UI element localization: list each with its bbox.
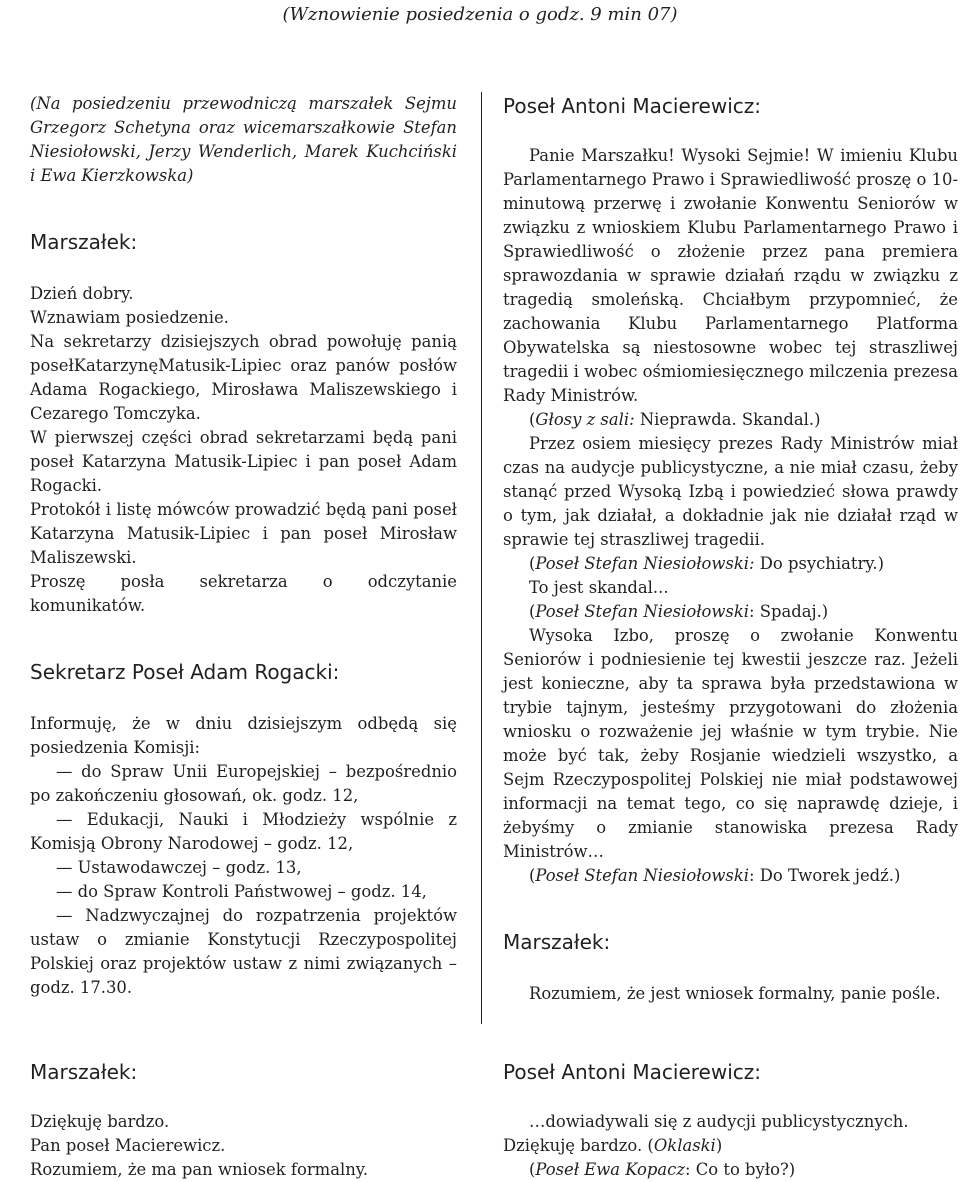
interjection-label: Poseł Stefan Niesiołowski xyxy=(535,602,749,621)
left-column xyxy=(30,92,457,1000)
paragraph: To jest skandal... xyxy=(529,578,669,597)
interjection: (Poseł Stefan Niesiołowski: Do Tworek jedź.) xyxy=(529,866,901,885)
paragraph: Przez osiem miesięcy prezes Rady Ministrów miał czas na audycje publicystyczne, a nie miał czasu, żeby stanąć przed Wysoką Izbą i powiedzieć słowa prawdy o tym, jak działał, a dokładnie jak nie działał rząd w sprawie tej straszliwej tragedii. xyxy=(503,434,958,549)
interjection-text: : Do Tworek jedź.) xyxy=(749,866,901,885)
paragraph: Protokół i listę mówców prowadzić będą pani poseł Katarzyna Matusik-Lipiec i pan poseł Mirosław Maliszewski. xyxy=(30,500,457,567)
committee-item: — do Spraw Unii Europejskiej – bezpośrednio po zakończeniu głosowań, ok. godz. 12, xyxy=(30,762,457,805)
speaker-marszalek: Marszałek: xyxy=(30,230,138,254)
speaker-macierewicz: Poseł Antoni Macierewicz: xyxy=(503,94,761,118)
interjection-label: Poseł Stefan Niesiołowski: xyxy=(535,554,755,573)
interjection: (Poseł Stefan Niesiołowski: Spadaj.) xyxy=(529,602,829,621)
speaker-macierewicz: Poseł Antoni Macierewicz: xyxy=(503,1060,761,1084)
text: ) xyxy=(715,1136,723,1155)
right-column xyxy=(503,94,958,1006)
bottom-right-block xyxy=(503,1060,958,1182)
paragraph xyxy=(503,1134,958,1158)
committee-item: — Nadzwyczajnej do rozpatrzenia projektów ustaw o zmianie Konstytucji Rzeczypospolitej Polskiej oraz projektów ustaw z nimi związanych – godz. 17.30. xyxy=(30,906,457,997)
interjection-label: Poseł Ewa Kopacz xyxy=(535,1160,686,1179)
paragraph: Pan poseł Macierewicz. xyxy=(30,1136,226,1155)
speaker-marszalek: Marszałek: xyxy=(30,1060,138,1084)
resumption-note: (Wznowienie posiedzenia o godz. 9 min 07) xyxy=(282,4,678,25)
speaker-marszalek: Marszałek: xyxy=(503,930,611,954)
interjection-text: : Spadaj.) xyxy=(749,602,829,621)
paragraph: Dzień dobry. xyxy=(30,284,134,303)
paragraph: Proszę posła sekretarza o odczytanie komunikatów. xyxy=(30,572,457,615)
paragraph: W pierwszej części obrad sekretarzami będą pani poseł Katarzyna Matusik-Lipiec i pan poseł Adam Rogacki. xyxy=(30,428,457,495)
interjection: (Poseł Stefan Niesiołowski: Do psychiatry.) xyxy=(529,554,884,573)
interjection: (Poseł Ewa Kopacz: Co to było?) xyxy=(529,1160,796,1179)
bottom-left-block xyxy=(30,1060,457,1182)
text: Dziękuję bardzo. ( xyxy=(503,1136,654,1155)
paragraph: Rozumiem, że ma pan wniosek formalny. xyxy=(30,1160,369,1179)
paragraph: Panie Marszałku! Wysoki Sejmie! W imieniu Klubu Parlamentarnego Prawo i Sprawiedliwość proszę o 10-minutową przerwę i zwołanie Konwentu Seniorów w związku z wnioskiem Klubu Parlamentarnego Prawo i Sprawiedliwość o złożenie przez pana premiera sprawozdania w sprawie działań rządu w związku z tragedią smoleńską. Chciałbym przypomnieć, że zachowania Klubu Parlamentarnego Platforma Obywatelska są niestosowne wobec tej straszliwej tragedii i wobec ośmiomiesięcznego milczenia prezesa Rady Ministrów. xyxy=(503,146,958,405)
interjection-label: Poseł Stefan Niesiołowski xyxy=(535,866,749,885)
interjection-text: Nieprawda. Skandal.) xyxy=(634,410,821,429)
committee-item: — Edukacji, Nauki i Młodzieży wspólnie z Komisją Obrony Narodowej – godz. 12, xyxy=(30,810,457,853)
applause: Oklaski xyxy=(653,1136,716,1155)
paragraph: …dowiadywali się z audycji publicystycznych. xyxy=(529,1112,909,1131)
paragraph: Informuję, że w dniu dzisiejszym odbędą się posiedzenia Komisji: xyxy=(30,714,457,757)
chair-note-text: (Na posiedzeniu przewodniczą marszałek Sejmu Grzegorz Schetyna oraz wicemarszałkowie Stefan Niesiołowski, Jerzy Wenderlich, Marek Kuchciński i Ewa Kierzkowska) xyxy=(30,94,457,185)
paragraph: Wysoka Izbo, proszę o zwołanie Konwentu Seniorów i podniesienie tej kwestii jeszcze raz. Jeżeli jest konieczne, aby ta sprawa była przedstawiona w trybie tajnym, jesteśmy przygotowani do złożenia wniosku o rozważenie jej właśnie w tym trybie. Nie może być tak, żeby Rosjanie wiedzieli wszystko, a Sejm Rzeczypospolitej Polskiej nie miał podstawowej informacji na temat tego, co się naprawdę dzieje, i żebyśmy o zmianie stanowiska prezesa Rady Ministrów… xyxy=(503,626,958,861)
paragraph: Dziękuję bardzo. xyxy=(30,1112,170,1131)
paragraph: Rozumiem, że jest wniosek formalny, panie pośle. xyxy=(529,984,941,1003)
column-divider xyxy=(481,92,482,1024)
interjection-label: Głosy z sali: xyxy=(535,410,635,429)
chair-note xyxy=(30,92,457,188)
interjection-text: : Co to było?) xyxy=(685,1160,796,1179)
paragraph: Na sekretarzy dzisiejszych obrad powołuję panią posełKatarzynęMatusik-Lipiec oraz panów posłów Adama Rogackiego, Mirosława Maliszewskiego i Cezarego Tomczyka. xyxy=(30,332,457,423)
speaker-sekretarz: Sekretarz Poseł Adam Rogacki: xyxy=(30,660,340,684)
paragraph: Wznawiam posiedzenie. xyxy=(30,308,229,327)
committee-item: — do Spraw Kontroli Państwowej – godz. 14, xyxy=(56,882,427,901)
interjection-text: Do psychiatry.) xyxy=(754,554,884,573)
committee-item: — Ustawodawczej – godz. 13, xyxy=(56,858,302,877)
interjection: (Głosy z sali: Nieprawda. Skandal.) xyxy=(529,410,821,429)
